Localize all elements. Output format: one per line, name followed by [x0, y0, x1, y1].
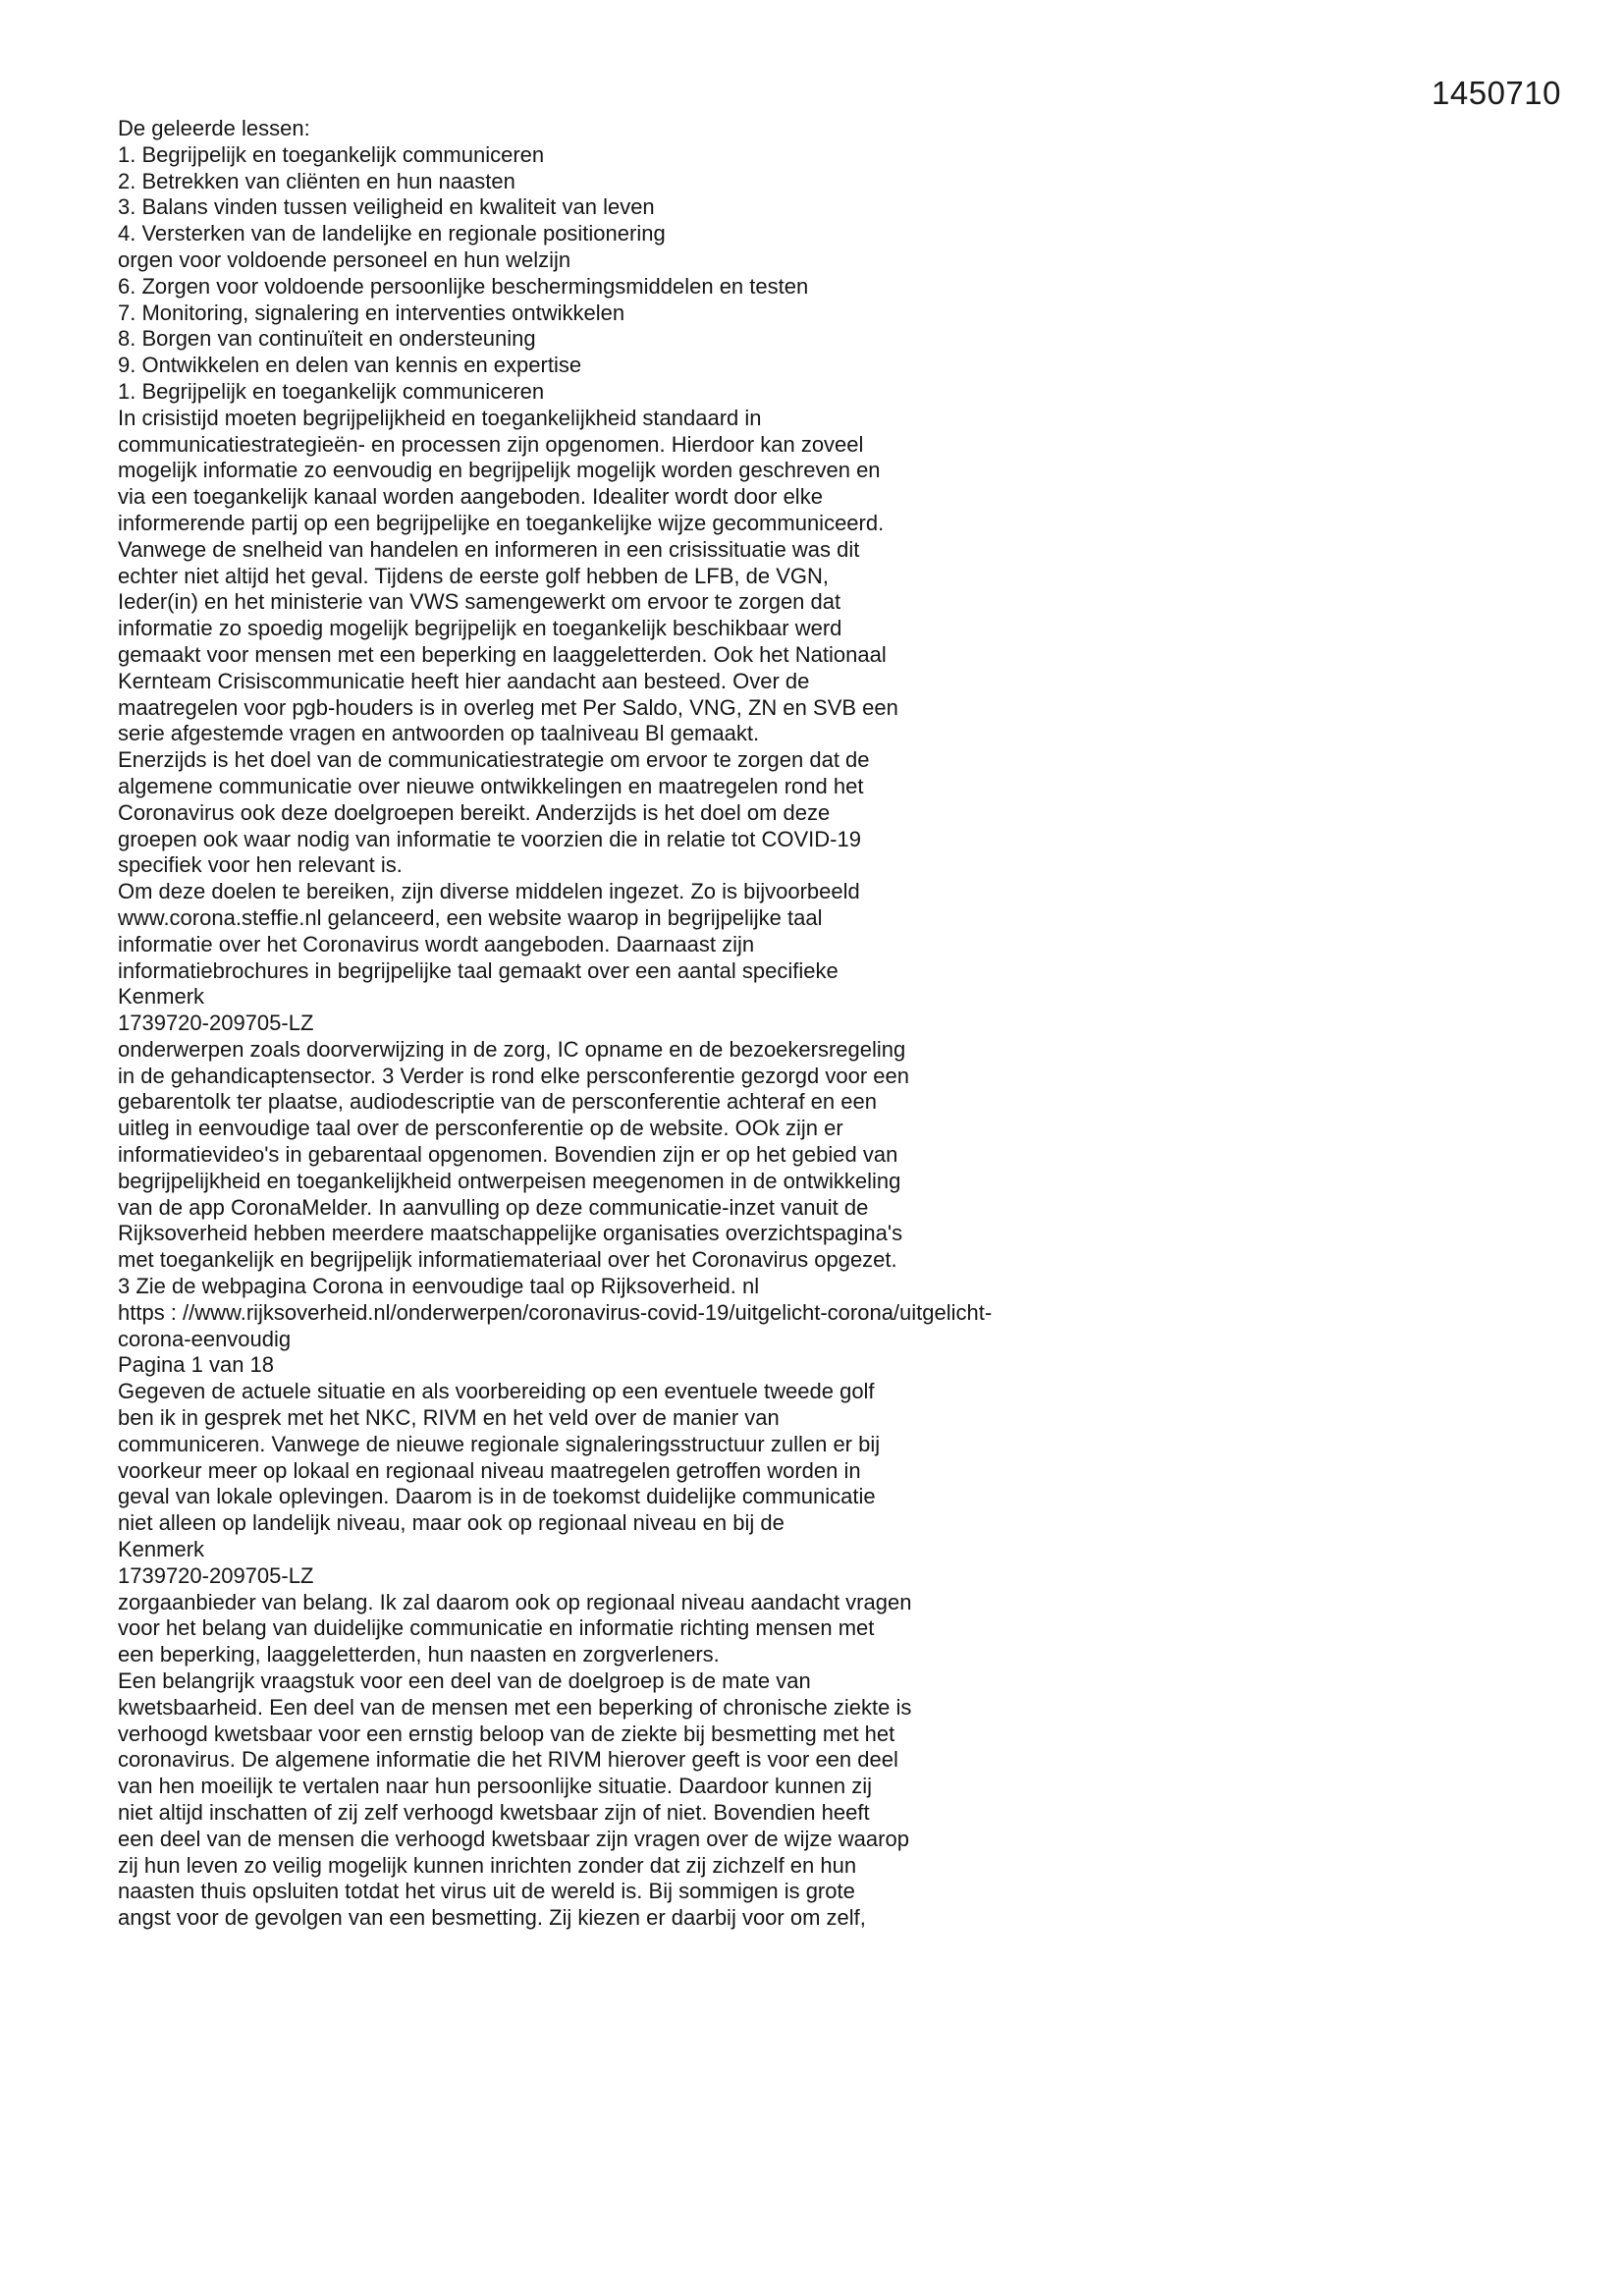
text-line: Pagina 1 van 18: [118, 1352, 275, 1378]
text-line: 9. Ontwikkelen en delen van kennis en expertise: [118, 353, 582, 378]
text-line: groepen ook waar nodig van informatie te voorzien die in relatie tot COVID-19: [118, 826, 861, 851]
text-line: Gegeven de actuele situatie en als voorbereiding op een eventuele tweede golf: [118, 1379, 875, 1404]
text-line: De geleerde lessen:: [118, 116, 310, 140]
text-line: een beperking, laaggeletterden, hun naasten en zorgverleners.: [118, 1642, 720, 1667]
text-line: 1739720-209705-LZ: [118, 1562, 314, 1588]
text-line: verhoogd kwetsbaar voor een ernstig beloop van de ziekte bij besmetting met het: [118, 1721, 895, 1746]
text-line: ben ik in gesprek met het NKC, RIVM en het veld over de manier van: [118, 1405, 780, 1431]
text-line: 7. Monitoring, signalering en interventies ontwikkelen: [118, 300, 625, 325]
text-line: voor het belang van duidelijke communicatie en informatie richting mensen met: [118, 1615, 875, 1641]
text-line: 3 Zie de webpagina Corona in eenvoudige taal op Rijksoverheid. nl: [118, 1274, 760, 1299]
text-line: serie afgestemde vragen en antwoorden op taalniveau Bl gemaakt.: [118, 721, 760, 746]
text-line: Kenmerk: [118, 984, 205, 1010]
text-line: echter niet altijd het geval. Tijdens de eerste golf hebben de LFB, de VGN,: [118, 563, 830, 588]
text-line: van hen moeilijk te vertalen naar hun persoonlijke situatie. Daardoor kunnen zij: [118, 1774, 873, 1799]
text-line: in de gehandicaptensector. 3 Verder is rond elke persconferentie gezorgd voor een: [118, 1063, 909, 1088]
text-line: 6. Zorgen voor voldoende persoonlijke beschermingsmiddelen en testen: [118, 273, 809, 299]
text-line: informatie zo spoedig mogelijk begrijpelijk en toegankelijk beschikbaar werd: [118, 616, 842, 641]
text-line: informatievideo's in gebarentaal opgenomen. Bovendien zijn er op het gebied van: [118, 1142, 898, 1168]
text-line: niet altijd inschatten of zij zelf verhoogd kwetsbaar zijn of niet. Bovendien heeft: [118, 1800, 870, 1825]
text-line: https : //www.rijksoverheid.nl/onderwerpen/coronavirus-covid-19/uitgelicht-corona/uitgelicht-: [118, 1299, 993, 1325]
text-line: begrijpelijkheid en toegankelijkheid ontwerpeisen meegenomen in de ontwikkeling: [118, 1168, 901, 1193]
text-line: 3. Balans vinden tussen veiligheid en kwaliteit van leven: [118, 194, 655, 220]
text-line: niet alleen op landelijk niveau, maar ook op regionaal niveau en bij de: [118, 1510, 785, 1536]
text-line: Om deze doelen te bereiken, zijn diverse middelen ingezet. Zo is bijvoorbeeld: [118, 879, 860, 904]
text-line: met toegankelijk en begrijpelijk informatiemateriaal over het Coronavirus opgezet.: [118, 1247, 897, 1273]
text-line: communicatiestrategieën- en processen zijn opgenomen. Hierdoor kan zoveel: [118, 431, 864, 457]
text-line: informatiebrochures in begrijpelijke taal gemaakt over een aantal specifieke: [118, 957, 839, 983]
text-line: communiceren. Vanwege de nieuwe regionale signaleringsstructuur zullen er bij: [118, 1431, 881, 1456]
text-line: zij hun leven zo veilig mogelijk kunnen inrichten zonder dat zij zichzelf en hun: [118, 1852, 857, 1878]
text-line: Rijksoverheid hebben meerdere maatschappelijke organisaties overzichtspagina's: [118, 1221, 903, 1246]
document-body: [118, 116, 1551, 1932]
text-line: naasten thuis opsluiten totdat het virus uit de wereld is. Bij sommigen is grote: [118, 1879, 855, 1904]
text-line: mogelijk informatie zo eenvoudig en begrijpelijk mogelijk worden geschreven en: [118, 458, 881, 483]
text-line: via een toegankelijk kanaal worden aangeboden. Idealiter wordt door elke: [118, 484, 823, 510]
text-line: Vanwege de snelheid van handelen en informeren in een crisissituatie was dit: [118, 536, 860, 562]
text-line: gebarentolk ter plaatse, audiodescriptie van de persconferentie achteraf en een: [118, 1089, 877, 1115]
text-line: corona-eenvoudig: [118, 1326, 292, 1351]
text-line: een deel van de mensen die verhoogd kwetsbaar zijn vragen over de wijze waarop: [118, 1826, 909, 1851]
text-line: algemene communicatie over nieuwe ontwikkelingen en maatregelen rond het: [118, 773, 864, 798]
text-line: Kernteam Crisiscommunicatie heeft hier aandacht aan besteed. Over de: [118, 668, 810, 693]
text-line: voorkeur meer op lokaal en regionaal niveau maatregelen getroffen worden in: [118, 1457, 861, 1483]
text-line: 1. Begrijpelijk en toegankelijk communiceren: [118, 378, 545, 404]
text-line: van de app CoronaMelder. In aanvulling op deze communicatie-inzet vanuit de: [118, 1194, 869, 1220]
text-line: onderwerpen zoals doorverwijzing in de zorg, IC opname en de bezoekersregeling: [118, 1036, 906, 1062]
text-line: 2. Betrekken van cliënten en hun naasten: [118, 168, 515, 193]
text-line: 1739720-209705-LZ: [118, 1011, 314, 1036]
text-line: 1. Begrijpelijk en toegankelijk communiceren: [118, 141, 545, 167]
text-line: Coronavirus ook deze doelgroepen bereikt. Anderzijds is het doel om deze: [118, 799, 831, 825]
text-line: informatie over het Coronavirus wordt aangeboden. Daarnaast zijn: [118, 931, 755, 957]
text-line: informerende partij op een begrijpelijke en toegankelijke wijze gecommuniceerd.: [118, 510, 885, 535]
text-line: geval van lokale oplevingen. Daarom is in de toekomst duidelijke communicatie: [118, 1484, 876, 1509]
text-line: coronavirus. De algemene informatie die het RIVM hierover geeft is voor een deel: [118, 1747, 898, 1773]
text-line: Enerzijds is het doel van de communicatiestrategie om ervoor te zorgen dat de: [118, 747, 870, 773]
text-line: gemaakt voor mensen met een beperking en laaggeletterden. Ook het Nationaal: [118, 641, 887, 667]
text-line: angst voor de gevolgen van een besmetting. Zij kiezen er daarbij voor om zelf,: [118, 1905, 866, 1931]
text-line: orgen voor voldoende personeel en hun welzijn: [118, 246, 571, 272]
text-line: Ieder(in) en het ministerie van VWS samengewerkt om ervoor te zorgen dat: [118, 589, 841, 615]
document-id-number: 1450710: [1432, 75, 1561, 111]
text-line: Kenmerk: [118, 1537, 205, 1562]
text-line: maatregelen voor pgb-houders is in overleg met Per Saldo, VNG, ZN en SVB een: [118, 694, 898, 720]
text-line: Een belangrijk vraagstuk voor een deel van de doelgroep is de mate van: [118, 1668, 811, 1694]
text-line: kwetsbaarheid. Een deel van de mensen met een beperking of chronische ziekte is: [118, 1694, 912, 1720]
text-line: 4. Versterken van de landelijke en regionale positionering: [118, 221, 666, 246]
text-line: zorgaanbieder van belang. Ik zal daarom ook op regionaal niveau aandacht vragen: [118, 1589, 912, 1614]
text-line: In crisistijd moeten begrijpelijkheid en toegankelijkheid standaard in: [118, 405, 762, 430]
text-line: 8. Borgen van continuïteit en ondersteuning: [118, 326, 536, 352]
text-line: specifiek voor hen relevant is.: [118, 852, 403, 878]
text-line: uitleg in eenvoudige taal over de persconferentie op de website. OOk zijn er: [118, 1116, 843, 1141]
text-line: www.corona.steffie.nl gelanceerd, een website waarop in begrijpelijke taal: [118, 904, 823, 930]
